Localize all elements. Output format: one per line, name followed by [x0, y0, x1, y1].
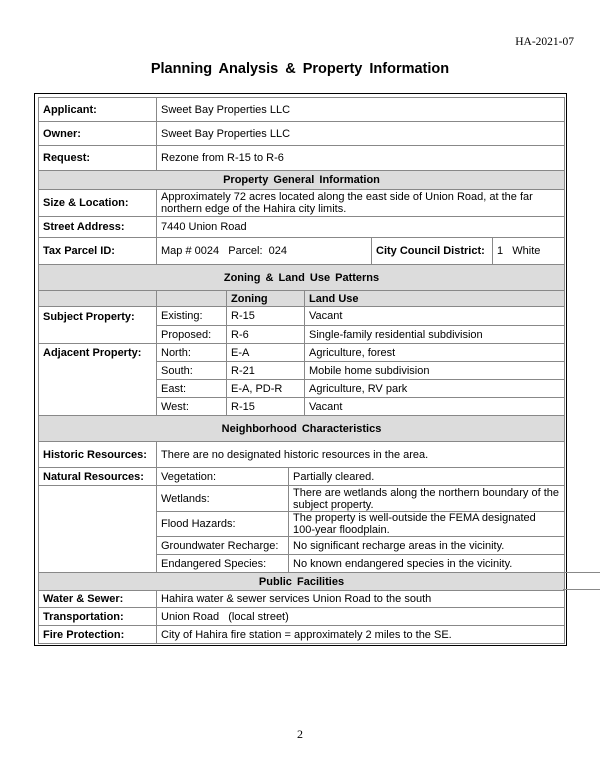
- wetlands-label: Wetlands:: [156, 485, 289, 512]
- zoning-header-blank: [38, 290, 157, 307]
- fire-protection-label: Fire Protection:: [38, 625, 157, 644]
- natural-resources-blank: [38, 485, 157, 573]
- land-use-proposed: Single-family residential subdivision: [304, 325, 565, 344]
- request-label: Request:: [38, 145, 157, 171]
- zoning-code-south: R-21: [226, 361, 305, 380]
- zoning-dir-proposed: Proposed:: [156, 325, 227, 344]
- applicant-label: Applicant:: [38, 97, 157, 122]
- zoning-column-header: Zoning: [226, 290, 305, 307]
- zoning-dir-south: South:: [156, 361, 227, 380]
- council-district-value: 1 White: [492, 237, 565, 265]
- zoning-code-existing: R-15: [226, 306, 305, 326]
- tax-parcel-value: Map # 0024 Parcel: 024: [156, 237, 372, 265]
- fire-protection-value: City of Hahira fire station = approximately 2 miles to the SE.: [156, 625, 565, 644]
- zoning-code-north: E-A: [226, 343, 305, 362]
- table-edge-artifact: [563, 572, 600, 590]
- section-heading-facilities: Public Facilities: [38, 572, 565, 591]
- council-district-label: City Council District:: [371, 237, 493, 265]
- subject-property-label: Subject Property:: [38, 306, 157, 344]
- request-value: Rezone from R-15 to R-6: [156, 145, 565, 171]
- land-use-column-header: Land Use: [304, 290, 565, 307]
- endangered-species-label: Endangered Species:: [156, 554, 289, 573]
- section-heading-general: Property General Information: [38, 170, 565, 190]
- street-address-value: 7440 Union Road: [156, 216, 565, 238]
- section-heading-zoning: Zoning & Land Use Patterns: [38, 264, 565, 291]
- tax-parcel-label: Tax Parcel ID:: [38, 237, 157, 265]
- water-sewer-value: Hahira water & sewer services Union Road to the south: [156, 590, 565, 608]
- property-info-table: [34, 93, 567, 646]
- adjacent-property-label: Adjacent Property:: [38, 343, 157, 416]
- wetlands-value: There are wetlands along the northern boundary of the subject property.: [288, 485, 565, 512]
- groundwater-label: Groundwater Recharge:: [156, 536, 289, 555]
- historic-resources-value: There are no designated historic resources in the area.: [156, 441, 565, 468]
- flood-hazards-value: The property is well-outside the FEMA designated 100-year floodplain.: [288, 511, 565, 537]
- land-use-south: Mobile home subdivision: [304, 361, 565, 380]
- land-use-existing: Vacant: [304, 306, 565, 326]
- owner-value: Sweet Bay Properties LLC: [156, 121, 565, 146]
- land-use-east: Agriculture, RV park: [304, 379, 565, 398]
- zoning-code-east: E-A, PD-R: [226, 379, 305, 398]
- flood-hazards-label: Flood Hazards:: [156, 511, 289, 537]
- zoning-dir-east: East:: [156, 379, 227, 398]
- street-address-label: Street Address:: [38, 216, 157, 238]
- zoning-dir-existing: Existing:: [156, 306, 227, 326]
- land-use-west: Vacant: [304, 397, 565, 416]
- natural-resources-label: Natural Resources:: [38, 467, 157, 486]
- zoning-header-blank-2: [156, 290, 227, 307]
- size-location-label: Size & Location:: [38, 189, 157, 217]
- transportation-label: Transportation:: [38, 607, 157, 626]
- vegetation-label: Vegetation:: [156, 467, 289, 486]
- document-id: HA-2021-07: [515, 36, 574, 48]
- zoning-code-proposed: R-6: [226, 325, 305, 344]
- zoning-code-west: R-15: [226, 397, 305, 416]
- zoning-dir-west: West:: [156, 397, 227, 416]
- groundwater-value: No significant recharge areas in the vicinity.: [288, 536, 565, 555]
- historic-resources-label: Historic Resources:: [38, 441, 157, 468]
- endangered-species-value: No known endangered species in the vicinity.: [288, 554, 565, 573]
- owner-label: Owner:: [38, 121, 157, 146]
- page-title: Planning Analysis & Property Information: [150, 61, 450, 77]
- transportation-value: Union Road (local street): [156, 607, 565, 626]
- vegetation-value: Partially cleared.: [288, 467, 565, 486]
- applicant-value: Sweet Bay Properties LLC: [156, 97, 565, 122]
- size-location-value: Approximately 72 acres located along the east side of Union Road, at the far northern edge of the Hahira city limits.: [156, 189, 565, 217]
- section-heading-neighborhood: Neighborhood Characteristics: [38, 415, 565, 442]
- zoning-dir-north: North:: [156, 343, 227, 362]
- water-sewer-label: Water & Sewer:: [38, 590, 157, 608]
- page-number: 2: [297, 727, 303, 741]
- land-use-north: Agriculture, forest: [304, 343, 565, 362]
